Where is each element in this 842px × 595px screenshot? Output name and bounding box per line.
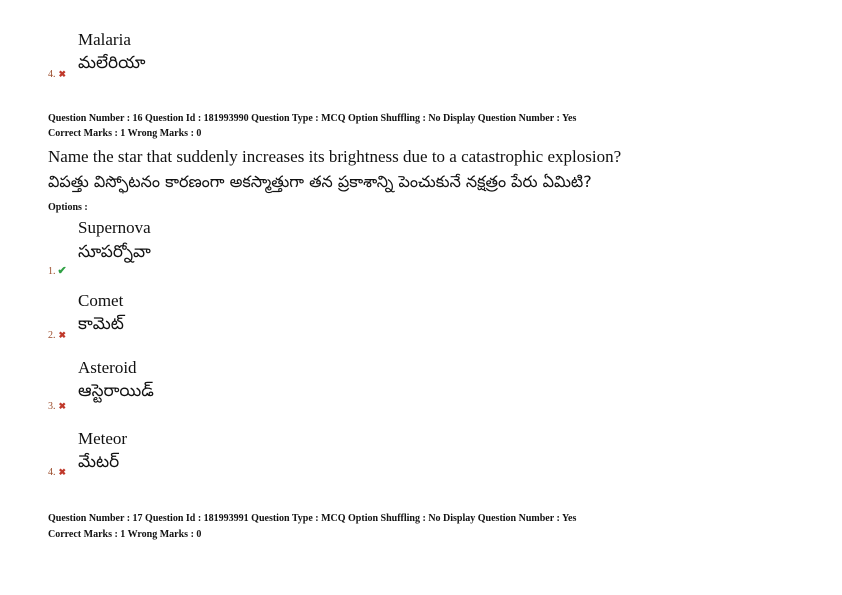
option-2-number: 2. [48,330,56,341]
prev-option-4-english: Malaria [78,30,131,49]
prev-option-4-number: 4. [48,69,56,80]
option-4-english: Meteor [78,429,128,448]
option-1-telugu: సూపర్నోవా [78,242,151,262]
prev-option-4-telugu: మలేరియా [78,53,146,73]
cross-icon: ✖ [58,330,67,340]
option-1-english: Supernova [78,218,151,237]
check-icon: ✔ [57,265,67,277]
option-4-telugu: మేటర్ [78,452,120,472]
option-4-number: 4. [48,467,56,478]
cross-icon: ✖ [58,401,67,411]
question-16-meta-line-1: Question Number : 16 Question Id : 181993990 Question Type : MCQ Option Shuffling : No Display Question Number : Yes [48,113,577,124]
options-label: Options : [48,202,88,213]
cross-icon: ✖ [58,467,67,477]
question-17-meta-line-2: Correct Marks : 1 Wrong Marks : 0 [48,529,202,540]
prev-option-4-marker [48,64,66,82]
option-2-telugu: కామెట్ [78,314,124,334]
question-16-text-english: Name the star that suddenly increases its brightness due to a catastrophic explosion? [48,147,622,166]
option-4-marker [48,462,66,480]
question-17-meta-line-1: Question Number : 17 Question Id : 181993991 Question Type : MCQ Option Shuffling : No Display Question Number : Yes [48,513,577,524]
cross-icon: ✖ [58,69,67,79]
option-3-telugu: ఆస్టెరాయిడ్ [78,381,154,401]
option-2-english: Comet [78,291,124,310]
option-3-marker [48,396,66,414]
option-3-english: Asteroid [78,358,137,377]
option-1-marker [48,261,67,279]
question-16-text-telugu: విపత్తు విస్ఫోటనం కారణంగా అకస్మాత్తుగా తన ప్రకాశాన్ని పెంచుకునే నక్షత్రం పేరు ఏమిటి? [48,172,592,191]
option-3-number: 3. [48,401,56,412]
option-1-number: 1. [48,266,56,277]
question-16-meta-line-2: Correct Marks : 1 Wrong Marks : 0 [48,128,202,139]
option-2-marker [48,325,66,343]
